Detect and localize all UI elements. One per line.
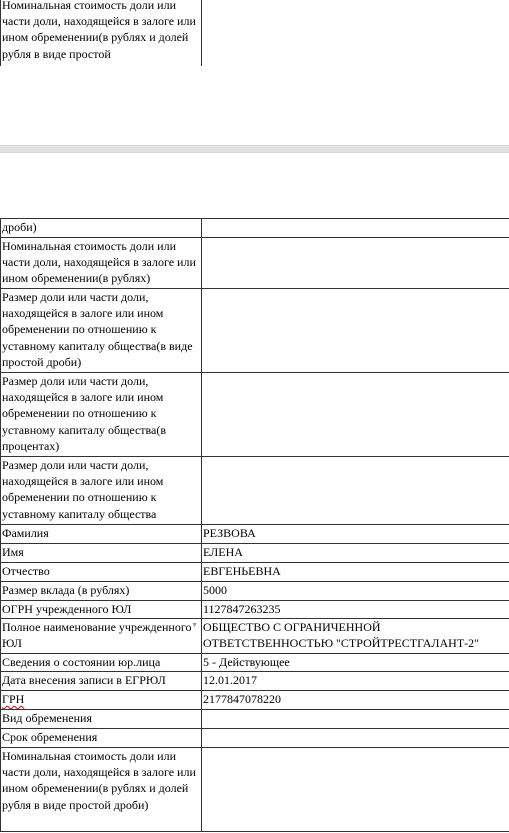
field-value[interactable]: 5 - Действующее [202,654,509,672]
field-value[interactable]: ЕЛЕНА [202,544,509,563]
field-value[interactable] [202,729,509,748]
field-label [1,691,202,710]
field-value[interactable] [202,219,509,238]
field-label: Размер доли или части доли, находящейся в залоге или ином обременении по отношению к уставному капиталу общества(в виде простой дроби) [1,289,202,373]
field-label: Дата внесения записи в ЕГРЮЛ [1,672,202,691]
field-label: дроби) [1,219,202,238]
main-page-table [0,218,509,832]
dropdown-arrow-icon[interactable]: ▼ [191,621,198,629]
table-row [1,457,509,525]
field-value[interactable] [202,748,509,832]
field-value[interactable] [202,710,509,729]
field-label: ОГРН учрежденного ЮЛ [1,601,202,619]
page-break-divider [0,145,509,153]
table-row [1,544,509,563]
field-label: Срок обременения [1,729,202,748]
field-label: Отчество [1,563,202,582]
field-label-text: Полное наименование учрежденного ЮЛ [2,620,192,651]
field-value[interactable]: 12.01.2017 [202,672,509,691]
table-row [1,654,509,672]
field-label: Номинальная стоимость доли или части доли, находящейся в залоге или ином обременении(в рублях) [1,238,202,289]
table-row [1,748,509,832]
table-row [1,563,509,582]
table-row [1,710,509,729]
field-value[interactable] [202,238,509,289]
field-value[interactable] [202,0,509,67]
field-label-text: ГРН [2,692,25,706]
table-row [1,601,509,619]
field-value[interactable]: 5000 [202,582,509,601]
table-row [1,219,509,238]
field-value[interactable] [202,457,509,525]
field-label: Размер вклада (в рублях) [1,582,202,601]
table-row [1,619,509,654]
table-row [1,729,509,748]
field-label: Фамилия [1,525,202,544]
field-value[interactable] [202,373,509,457]
field-label: Размер доли или части доли, находящейся в залоге или ином обременении по отношению к уставному капиталу общества(в процентах) [1,373,202,457]
field-label: Вид обременения [1,710,202,729]
table-row [1,0,509,67]
top-page-table [0,0,509,67]
field-value[interactable]: 2177847078220 [202,691,509,710]
field-label: Сведения о состоянии юр.лица [1,654,202,672]
field-value[interactable]: ЕВГЕНЬЕВНА [202,563,509,582]
field-label: Имя [1,544,202,563]
field-label: Размер доли или части доли, находящейся в залоге или ином обременении по отношению к уставному капиталу общества [1,457,202,525]
table-row [1,238,509,289]
table-row [1,582,509,601]
table-row [1,672,509,691]
field-value[interactable] [202,289,509,373]
page-gap [0,66,509,218]
table-row [1,289,509,373]
field-label [1,619,202,654]
field-label: Номинальная стоимость доли или части доли, находящейся в залоге или ином обременении(в рублях и долей рубля в виде простой дроби) [1,748,202,832]
table-row [1,373,509,457]
field-label: Номинальная стоимость доли или части доли, находящейся в залоге или ином обременении(в рублях и долей рубля в виде простой [1,0,202,67]
table-row [1,691,509,710]
field-value[interactable]: 1127847263235 [202,601,509,619]
table-row [1,525,509,544]
field-value[interactable]: РЕЗВОВА [202,525,509,544]
field-value[interactable]: ОБЩЕСТВО С ОГРАНИЧЕННОЙ ОТВЕТСТВЕННОСТЬЮ "СТРОЙТРЕСТГАЛАНТ-2" [202,619,509,654]
